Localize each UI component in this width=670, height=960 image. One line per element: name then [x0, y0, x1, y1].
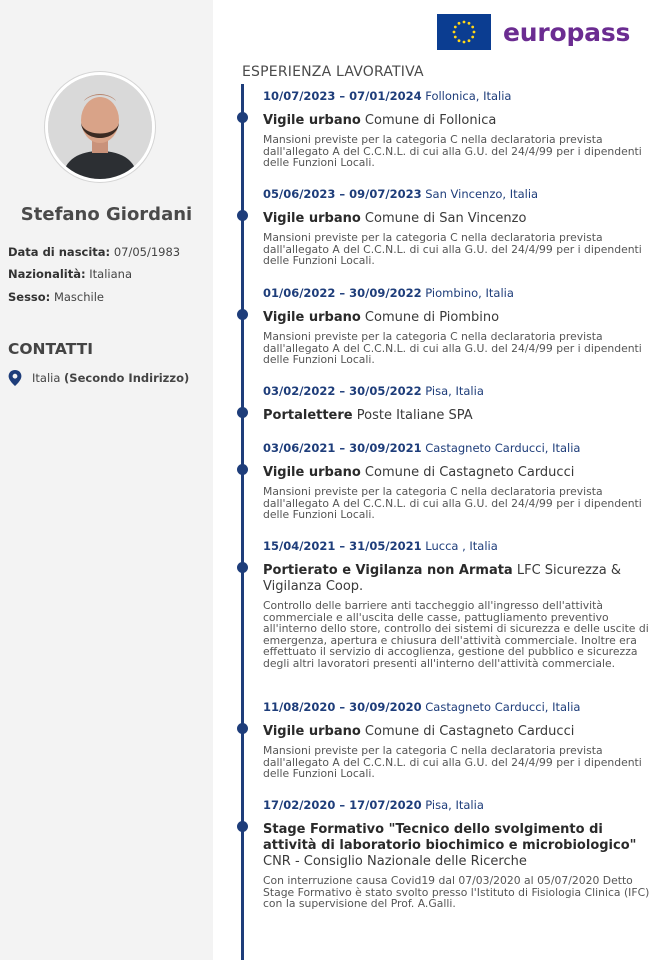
entry-location: Piombino, Italia — [425, 286, 514, 300]
entry-location: Pisa, Italia — [425, 384, 484, 398]
entry-role: Vigile urbano — [263, 465, 361, 480]
experience-entry — [263, 539, 658, 669]
avatar — [45, 72, 155, 182]
sex-row — [8, 290, 104, 304]
entry-job — [263, 310, 658, 326]
timeline-dot — [237, 309, 248, 320]
entry-description: Mansioni previste per la categoria C nella declaratoria prevista dall'allegato A del C.C.N.L. di cui alla G.U. del 24/4/99 per i dipendenti delle Funzioni Locali. — [263, 133, 642, 169]
entry-dates: 17/02/2020 – 17/07/2020 — [263, 798, 422, 812]
timeline-dot — [237, 407, 248, 418]
entry-role: Vigile urbano — [263, 113, 361, 128]
experience-entry — [263, 700, 658, 780]
entry-employer: Comune di San Vincenzo — [364, 211, 527, 226]
entry-dates-row — [263, 384, 658, 398]
entry-role: Vigile urbano — [263, 310, 361, 325]
entry-role: Portierato e Vigilanza non Armata — [263, 563, 513, 578]
entry-role: Stage Formativo "Tecnico dello svolgimento di attività di laboratorio biochimico e microbiologico" — [263, 822, 637, 853]
entry-job — [263, 211, 658, 227]
entry-job — [263, 113, 658, 129]
entry-description: Mansioni previste per la categoria C nella declaratoria prevista dall'allegato A del C.C.N.L. di cui alla G.U. del 24/4/99 per i dipendenti delle Funzioni Locali. — [263, 231, 642, 267]
entry-dates-row — [263, 89, 658, 103]
timeline-dot — [237, 821, 248, 832]
entry-job — [263, 563, 658, 595]
birth-date-value: 07/05/1983 — [113, 245, 181, 259]
entry-job — [263, 724, 658, 740]
entry-dates: 11/08/2020 – 30/09/2020 — [263, 700, 422, 714]
address-text: Italia — [32, 371, 61, 385]
birth-date-label: Data di nascita: — [8, 245, 111, 259]
timeline-dot — [237, 210, 248, 221]
address-row — [8, 370, 189, 386]
entry-employer: Poste Italiane SPA — [356, 408, 473, 423]
entry-dates-row — [263, 700, 658, 714]
experience-entry — [263, 441, 658, 521]
experience-entry — [263, 384, 658, 424]
entry-location: Follonica, Italia — [425, 89, 512, 103]
entry-dates-row — [263, 798, 658, 812]
experience-entry — [263, 187, 658, 267]
sex-value: Maschile — [53, 290, 104, 304]
nationality-row — [8, 267, 132, 281]
section-title-experience: ESPERIENZA LAVORATIVA — [242, 64, 424, 80]
entry-dates: 05/06/2023 – 09/07/2023 — [263, 187, 422, 201]
entry-location: Castagneto Carducci, Italia — [425, 441, 581, 455]
location-pin-icon — [8, 370, 22, 386]
entry-employer: Comune di Castagneto Carducci — [364, 465, 575, 480]
entry-employer: Comune di Piombino — [364, 310, 500, 325]
entry-dates-row — [263, 539, 658, 553]
entry-job — [263, 408, 658, 424]
entry-role: Vigile urbano — [263, 211, 361, 226]
entry-dates-row — [263, 286, 658, 300]
timeline-dot — [237, 112, 248, 123]
timeline-dot — [237, 464, 248, 475]
profile-photo — [48, 75, 152, 179]
eu-flag-icon — [437, 14, 491, 50]
entry-employer: LFC Sicurezza & Vigilanza Coop. — [263, 563, 621, 594]
entry-description: Con interruzione causa Covid19 dal 07/03/2020 al 05/07/2020 Detto Stage Formativo è stato svolto presso l'Istituto di Fisiologia Clinica (IFC) con la supervisione del Prof. A.Galli. — [263, 874, 650, 910]
entry-employer: CNR - Consiglio Nazionale delle Ricerche — [263, 854, 527, 869]
profile-name: Stefano Giordani — [20, 204, 193, 225]
experience-entry — [263, 89, 658, 169]
europass-wordmark: europass — [503, 17, 631, 47]
entry-dates: 10/07/2023 – 07/01/2024 — [263, 89, 422, 103]
entry-location: Pisa, Italia — [425, 798, 484, 812]
entry-job — [263, 465, 658, 481]
entry-location: San Vincenzo, Italia — [425, 187, 539, 201]
nationality-label: Nazionalità: — [8, 267, 86, 281]
experience-entry — [263, 798, 658, 910]
entry-dates: 03/06/2021 – 30/09/2021 — [263, 441, 422, 455]
entry-dates: 03/02/2022 – 30/05/2022 — [263, 384, 422, 398]
timeline-dot — [237, 562, 248, 573]
birth-date-row — [8, 245, 180, 259]
entry-employer: Comune di Follonica — [364, 113, 497, 128]
entry-location: Castagneto Carducci, Italia — [425, 700, 581, 714]
entry-job — [263, 822, 658, 870]
address-note: (Secondo Indirizzo) — [64, 371, 190, 385]
timeline-dot — [237, 723, 248, 734]
sex-label: Sesso: — [8, 290, 51, 304]
nationality-value: Italiana — [89, 267, 132, 281]
entry-dates: 15/04/2021 – 31/05/2021 — [263, 539, 422, 553]
entry-description: Mansioni previste per la categoria C nella declaratoria prevista dall'allegato A del C.C.N.L. di cui alla G.U. del 24/4/99 per i dipendenti delle Funzioni Locali. — [263, 330, 642, 366]
entry-description: Mansioni previste per la categoria C nella declaratoria prevista dall'allegato A del C.C.N.L. di cui alla G.U. del 24/4/99 per i dipendenti delle Funzioni Locali. — [263, 744, 642, 780]
entry-description: Mansioni previste per la categoria C nella declaratoria prevista dall'allegato A del C.C.N.L. di cui alla G.U. del 24/4/99 per i dipendenti delle Funzioni Locali. — [263, 485, 642, 521]
entry-dates-row — [263, 441, 658, 455]
entry-dates-row — [263, 187, 658, 201]
entry-role: Portalettere — [263, 408, 353, 423]
entry-role: Vigile urbano — [263, 724, 361, 739]
sidebar — [0, 0, 213, 960]
europass-logo — [437, 14, 630, 50]
entry-description: Controllo delle barriere anti taccheggio all'ingresso dell'attività commerciale e all'uscita delle casse, pattugliamento preventivo all'interno dello store, controllo dei sistemi di sicurezza e delle uscite di emergenza, apertura e chiusura dell'attività commerciale. Inoltre era effettuato il servizio di accoglienza, gestione del pubblico e sicurezza degli altri lavoratori presenti all'interno dell'attività commerciale. — [263, 599, 649, 670]
contacts-heading: CONTATTI — [8, 340, 93, 358]
entry-dates: 01/06/2022 – 30/09/2022 — [263, 286, 422, 300]
entry-employer: Comune di Castagneto Carducci — [364, 724, 575, 739]
experience-entry — [263, 286, 658, 366]
entry-location: Lucca , Italia — [425, 539, 498, 553]
